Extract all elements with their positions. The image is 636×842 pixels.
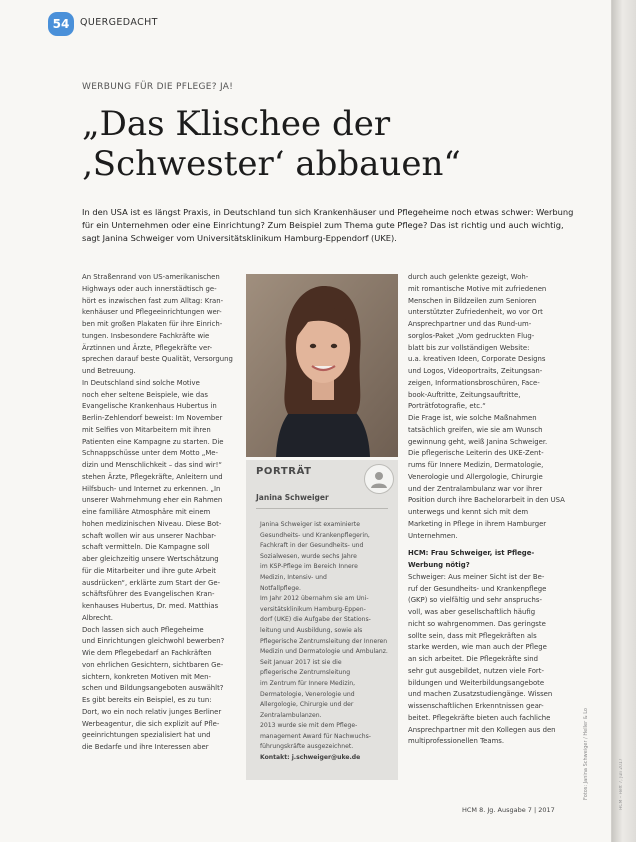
portrait-info-box xyxy=(246,460,398,780)
text-line: an sich arbeitet. Die Pflegekräfte sind xyxy=(408,655,538,663)
text-line: starke werden, wie man auch der Pflege xyxy=(408,643,547,652)
headline-line-2: ‚Schwester‘ abbauen“ xyxy=(82,144,461,184)
text-line: kenhauses Hubertus, Dr. med. Matthias xyxy=(82,602,219,610)
text-line: Schweiger: Aus meiner Sicht ist der Be- xyxy=(408,572,545,581)
section-label: QUERGEDACHT xyxy=(80,17,158,28)
bio-line: führungskräfte ausgezeichnet. xyxy=(260,743,354,751)
text-line: Hilfsbuch- und Internet zu erkennen. „In xyxy=(82,484,221,493)
portrait-box-title: PORTRÄT xyxy=(256,466,312,477)
text-line: Die pflegerische Leiterin des UKE-Zent- xyxy=(408,449,544,458)
text-line: Venerologie und Allergologie, Chirurgie xyxy=(408,472,543,481)
bio-line: Fachkraft in der Gesundheits- und xyxy=(260,542,364,550)
text-line: für die Mitarbeiter und ihre gute Arbeit xyxy=(82,566,216,575)
text-line: und machen Zusatzstudiengänge. Wissen xyxy=(408,690,553,699)
text-line: hört es inzwischen fast zum Alltag: Kran- xyxy=(82,296,224,305)
text-line: Evangelische Krankenhaus Hubertus in xyxy=(82,402,217,411)
text-line: schen und Bildungsangeboten auswählt? xyxy=(82,684,224,693)
text-line: ben mit großen Plakaten für ihre Einrich- xyxy=(82,320,223,328)
text-line: tatsächlich greifen, wie sie am Wunsch xyxy=(408,425,543,434)
bio-line: 2013 wurde sie mit dem Pflege- xyxy=(260,722,358,730)
right-column xyxy=(408,272,565,748)
text-line: aber gleichzeitig unsere Wertschätzung xyxy=(82,555,219,563)
bio-line: Im Jahr 2012 übernahm sie am Uni- xyxy=(260,595,369,603)
interview-question: Werbung nötig? xyxy=(408,561,470,569)
bio-line: Medizin und Dermatologie und Ambulanz. xyxy=(260,648,388,656)
text-line: Wie dem Pflegebedarf an Fachkräften xyxy=(82,649,212,657)
left-column xyxy=(82,272,237,754)
portrait-contact: Kontakt: j.schweiger@uke.de xyxy=(260,754,361,762)
text-line: Albrecht. xyxy=(82,613,113,622)
bio-line: leitung und Ausbildung, sowie als xyxy=(260,626,363,634)
text-line: Ärztinnen und Ärzte, Pflegekräfte ver- xyxy=(82,343,213,352)
person-icon xyxy=(364,464,394,494)
bio-line: Notfallpflege. xyxy=(260,584,301,592)
bio-line: Janina Schweiger ist examinierte xyxy=(260,521,360,528)
text-line: zeigen, Informationsbroschüren, Face- xyxy=(408,378,540,387)
text-line: noch eher seltene Beispiele, wie das xyxy=(82,390,208,399)
text-line: geeinrichtungen spezialisiert hat und xyxy=(82,731,211,740)
article-headline xyxy=(82,104,562,184)
bio-line: im Zentrum für Innere Medizin, xyxy=(260,679,356,687)
edge-note: HCM – Heft 7, Juli 2017 xyxy=(619,758,624,810)
interview-question: HCM: Frau Schweiger, ist Pflege- xyxy=(408,549,535,558)
bio-line: Sozialwesen, wurde sechs Jahre xyxy=(260,552,357,560)
text-line: u.a. kreativen Ideen, Corporate Designs xyxy=(408,355,546,364)
bio-line: pflegerische Zentrumsleitung xyxy=(260,669,351,677)
bio-line: im KSP-Pflege im Bereich Innere xyxy=(260,563,358,571)
text-line: ruf der Gesundheits- und Krankenpflege xyxy=(408,584,547,593)
text-line: Menschen in Bildzeilen zum Senioren xyxy=(408,296,537,305)
text-line: nicht so wahrgenommen. Das geringste xyxy=(408,619,546,628)
text-line: eine familiäre Atmosphäre mit einem xyxy=(82,508,211,516)
bio-line: Zentralambulanzen. xyxy=(260,711,322,719)
text-line: schaft wollen wir aus unserer Nachbar- xyxy=(82,531,217,540)
text-line: An Straßenrand von US-amerikanischen xyxy=(82,273,220,281)
text-line: Ansprechpartner und das Rund-um- xyxy=(408,320,532,328)
text-line: Die Frage ist, wie solche Maßnahmen xyxy=(408,414,537,422)
text-line: schaft vermitteln. Die Kampagne soll xyxy=(82,543,210,552)
text-line: und Logos, Videoportraits, Zeitungsan- xyxy=(408,367,543,375)
text-line: book-Auftritte, Zeitungsauftritte, xyxy=(408,390,521,399)
article-lead: In den USA ist es längst Praxis, in Deutschland tun sich Krankenhäuser und Pflegeheime noch etwas schwer: Werbung für ein Unternehmen oder eine Einrichtung? Zum Beispiel zum Thema gute Pflege? Das ist richtig und auch wichtig, sagt Janina Schweiger vom Universitätsklinikum Hamburg-Eppendorf (UKE). xyxy=(82,207,574,243)
text-line: Highways oder auch innerstädtisch ge- xyxy=(82,284,217,293)
headline-line-1: „Das Klischee der xyxy=(82,104,391,144)
text-line: In Deutschland sind solche Motive xyxy=(82,378,200,387)
text-line: durch auch gelenkte gezeigt, Woh- xyxy=(408,273,529,281)
text-line: sorglos-Paket „Vom gedruckten Flug- xyxy=(408,331,535,340)
text-line: unserer Wahrnehmung eher ein Rahmen xyxy=(82,496,223,505)
text-line: die Bedarfe und ihre Interessen aber xyxy=(82,743,209,751)
text-line: rums für Innere Medizin, Dermatologie, xyxy=(408,461,544,469)
bio-line: versitätsklinikum Hamburg-Eppen- xyxy=(260,605,366,613)
bio-line: Allergologie, Chirurgie und der xyxy=(260,701,354,709)
text-line: unterwegs und kennt sich mit dem xyxy=(408,508,529,516)
text-line: Berlin-Zehlendorf beweist: Im November xyxy=(82,414,223,422)
bio-line: Medizin, Intensiv- und xyxy=(260,573,327,581)
text-line: schäftsführer des Evangelischen Kran- xyxy=(82,590,215,599)
text-line: blatt bis zur vollständigen Website: xyxy=(408,343,530,352)
text-line: hohen medizinischen Niveau. Diese Bot- xyxy=(82,519,222,528)
bio-line: management Award für Nachwuchs- xyxy=(260,732,371,740)
portrait-photo-image xyxy=(246,274,398,457)
article-kicker: WERBUNG FÜR DIE PFLEGE? JA! xyxy=(82,82,234,92)
text-line: kenhäuser und Pflegeeinrichtungen wer- xyxy=(82,308,222,317)
text-line: Ansprechpartner mit den Kollegen aus den xyxy=(408,725,556,734)
portrait-divider xyxy=(256,508,388,509)
text-line: bildungen und Weiterbildungsangebote xyxy=(408,678,545,687)
photo-credit: Fotos: Janina Schweiger / Heller & Lo xyxy=(583,708,589,800)
bio-line: Dermatologie, Venerologie und xyxy=(260,690,355,698)
text-line: Schnappschüsse unter dem Motto „Me- xyxy=(82,449,219,458)
text-line: mit romantische Motive mit zufriedenen xyxy=(408,284,547,293)
text-line: unterstützter Zufriedenheit, wo vor Ort xyxy=(408,308,543,317)
text-line: mit Selfies von Mitarbeitern mit ihren xyxy=(82,425,211,434)
text-line: sichtern, konkreten Motiven mit Men- xyxy=(82,672,212,681)
portrait-bio xyxy=(260,520,388,764)
text-line: von ehrlichen Gesichtern, sichtbaren Ge- xyxy=(82,660,224,669)
text-line: Werbeagentur, die sich explizit auf Pfle- xyxy=(82,719,220,728)
text-line: Es gibt bereits ein Beispiel, es zu tun: xyxy=(82,696,212,704)
text-line: Patienten eine Kampagne zu starten. Die xyxy=(82,437,224,446)
page-number-badge: 54 xyxy=(48,12,74,36)
text-line: beitet. Pflegekräfte bieten auch fachliche xyxy=(408,713,551,722)
page-footer: HCM 8. Jg. Ausgabe 7 | 2017 xyxy=(462,806,555,814)
portrait-photo xyxy=(246,274,398,457)
text-line: gewinnung geht, weiß Janina Schweiger. xyxy=(408,437,548,446)
text-line: sprechen darauf beste Qualität, Versorgung xyxy=(82,355,233,364)
text-line: wissenschaftlichen Erkenntnissen gear- xyxy=(408,702,544,710)
text-line: multiprofessionellen Teams. xyxy=(408,737,505,746)
text-line: Marketing in Pflege in ihrem Hamburger xyxy=(408,519,547,528)
bio-line: Gesundheits- und Krankenpflegerin, xyxy=(260,531,370,539)
bio-line: Seit Januar 2017 ist sie die xyxy=(260,658,342,666)
text-line: dizin und Menschlichkeit – das sind wir!“ xyxy=(82,461,222,469)
text-line: sehr gut ausgebildet, nutzen viele Fort- xyxy=(408,666,544,675)
portrait-name: Janina Schweiger xyxy=(256,493,329,502)
text-line: und der Zentralambulanz war vor ihrer xyxy=(408,484,543,493)
text-line: Position durch ihre Bachelorarbeit in den USA xyxy=(408,496,565,505)
text-line: stehen Ärzte, Pflegekräfte, Anleitern und xyxy=(82,472,223,481)
text-line: und Betreuung. xyxy=(82,367,136,375)
text-line: Porträtfotografie, etc.“ xyxy=(408,402,486,411)
text-line: Dort, wo ein noch relativ junges Berliner xyxy=(82,707,222,716)
text-line: tungen. Insbesondere Fachkräfte wie xyxy=(82,331,210,340)
text-line: ausdrücken“, erklärte zum Start der Ge- xyxy=(82,578,221,587)
text-line: sollte sein, dass mit Pflegekräften als xyxy=(408,631,537,640)
text-line: (GKP) so vielfältig und sehr anspruchs- xyxy=(408,596,542,605)
text-line: voll, was aber gesellschaftlich häufig xyxy=(408,608,536,616)
bio-line: dorf (UKE) die Aufgabe der Stations- xyxy=(260,616,371,624)
text-line: Unternehmen. xyxy=(408,531,458,540)
text-line: und Einrichtungen gleichwohl bewerben? xyxy=(82,637,225,646)
bio-line: Pflegerische Zentrumsleitung der Inneren xyxy=(260,637,388,645)
text-line: Doch lassen sich auch Pflegeheime xyxy=(82,625,204,634)
